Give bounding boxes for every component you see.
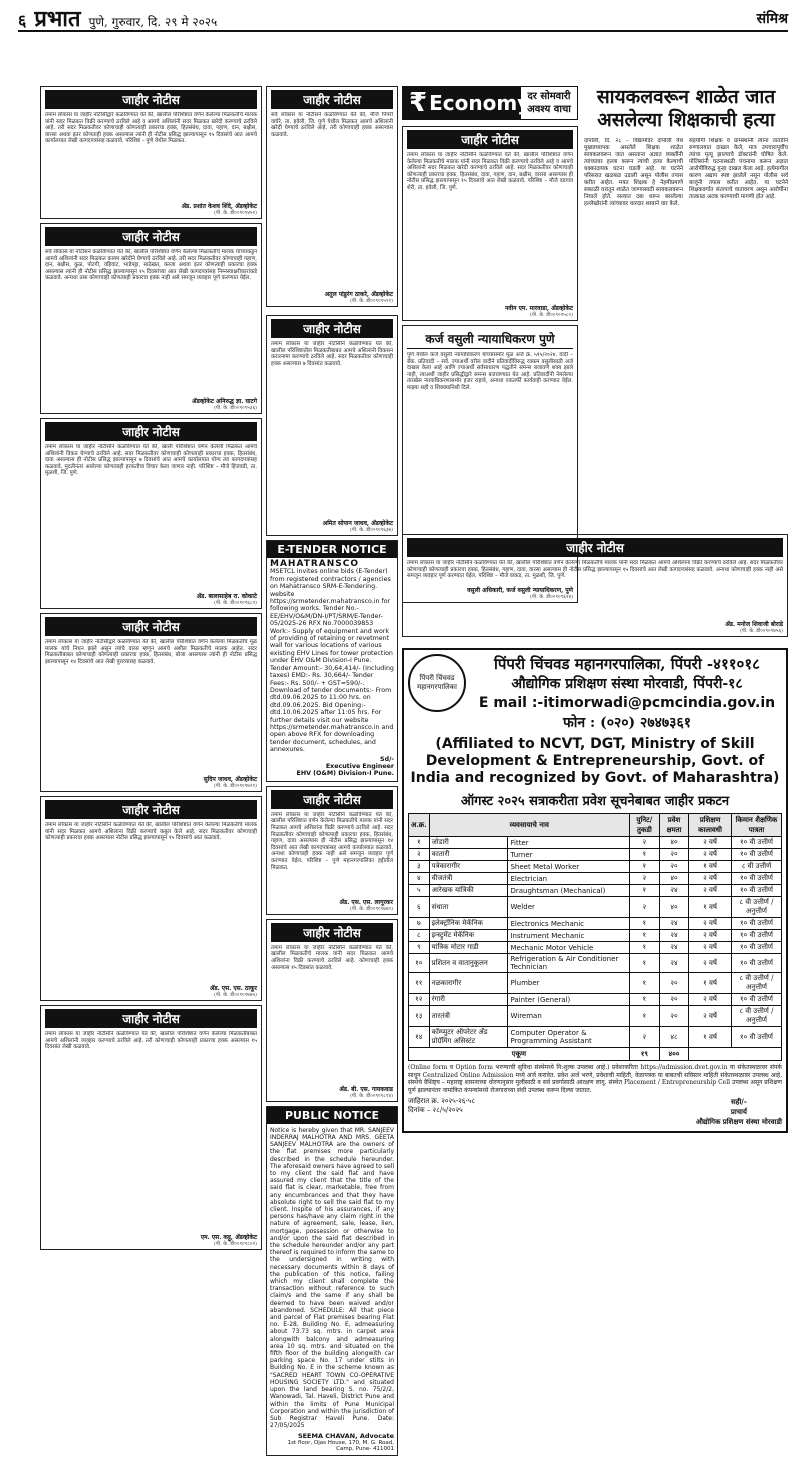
- table-cell: इलेक्ट्रॉनिक मेकॅनिक: [429, 918, 508, 930]
- table-cell: १ वर्ष: [689, 1027, 732, 1048]
- total-row: [409, 1048, 782, 1061]
- notice-ref: (पी. के. डी००९०९६२४): [529, 594, 573, 600]
- iti-subtitle: ऑगस्ट २०२५ सत्राकरीता प्रवेश सूचनेबाबत जाहीर प्रकटन: [460, 794, 730, 809]
- notice-body: तमाम लोकांस या जाहीर नोटीसीने कळविण्यात येते की, खालील परिशिष्टात वर्णन केलेल्या मिळकतीचे मालक यांनी सदर मिळकत आमचे अशिलांना विक्री करण्याचे कबूल केले आहे. सदर मिळकतीवर कोणाचाही कोणत्याही प्रकारचा हक्क असल्यास नोटीस प्रसिद्ध झाल्यापासून १५ दिवसांचे आत कळवावे.: [45, 822, 257, 842]
- table-cell: २०: [659, 861, 688, 873]
- economy-banner: [402, 86, 578, 120]
- iti-refs: [408, 1097, 475, 1127]
- column-2: [266, 86, 398, 1460]
- notice-ref: (पी. के. डी००९०९५८०): [529, 312, 573, 318]
- column-1: [40, 86, 262, 1254]
- notice-title: जाहीर नोटीस: [271, 790, 393, 809]
- notice-box: [266, 786, 398, 915]
- notice-sign: ॲड. प्रशांत केशव शिंदे, ॲडव्होकेट: [181, 203, 257, 210]
- notice-box: [266, 919, 398, 1102]
- table-row: [409, 973, 782, 994]
- table-cell: Electronics Mechanic: [508, 918, 629, 930]
- table-cell: १: [629, 849, 659, 861]
- table-cell: जोडारी: [429, 837, 508, 849]
- table-cell: ८ वी उत्तीर्ण / अनुत्तीर्ण: [731, 897, 781, 918]
- notice-box: [266, 315, 398, 536]
- notice-ref: (पी. के. डी००९०९५९१): [349, 298, 393, 304]
- table-cell: २: [629, 897, 659, 918]
- story-col-a: [584, 138, 683, 406]
- table-cell: ४०: [659, 873, 688, 885]
- table-cell: Plumber: [508, 973, 629, 994]
- tender-notice: [266, 540, 398, 782]
- economy-days-1: दर सोमवारी: [527, 91, 571, 102]
- notice-body: तमाम लोकांस या जाहीर नोटीसीने कळविण्यात येते की, खालील परिशिष्टात वर्णन केलेल्या मिळकतीबाबत आमचे अशिलांनी व्यवहार करण्याचे ठरविले आहे. तरी कोणाचाही कोणत्याही प्रकारचा हक्क असल्यास १५ दिवसांत लेखी कळवावे.: [45, 1031, 257, 1051]
- table-cell: १२: [409, 994, 430, 1006]
- table-cell: ४: [409, 873, 430, 885]
- table-cell: रंगारी: [429, 994, 508, 1006]
- table-cell: १०: [409, 954, 430, 973]
- table-cell: १० वी उत्तीर्ण: [731, 837, 781, 849]
- notice-title: जाहीर नोटीस: [271, 319, 393, 338]
- table-cell: प्रशितन व वातानुकूलन: [429, 954, 508, 973]
- notice-body: तमाम लोकांस या जाहीर नोटीसीद्वारे कळविण्यात येते की, खालील परिशिष्टात वर्णन केलेल्या मिळकतीचे मूळ मालक यांचे निधन झाले असून त्यांचे वारस म्हणून आमचे अशील मिळकतीचे मालक आहेत. सदर मिळकतीबाबत कोणाचाही कोणत्याही प्रकारचा हक्क, हितसंबंध, बोजा असल्यास त्यांनी ही नोटीस प्रसिद्ध झाल्यापासून १४ दिवसांचे आत लेखी पुराव्यासह कळवावे.: [45, 639, 257, 665]
- table-cell: ४०: [659, 897, 688, 918]
- table-cell: वीजतंत्री: [429, 873, 508, 885]
- iti-line-1: पिंपरी चिंचवड महानगरपालिका, पिंपरी -४११०१८: [494, 655, 760, 673]
- table-cell: १ वर्ष: [689, 861, 732, 873]
- notice-body: तमाम लोकांस या जाहीर नोटीसीने कळविण्यात येते की, खालील मिळकतीचे मालक यांनी सदर मिळकत आमचे अशिलांना विक्री करण्याचे ठरविले आहे. कोणाचाही हक्क असल्यास १५ दिवसांत कळवावे.: [271, 944, 393, 971]
- table-row: [409, 954, 782, 973]
- col-header: प्रवेश क्षमता: [659, 814, 688, 837]
- notice-ref: (पी. के. डी००९०९४५१): [213, 210, 257, 216]
- table-cell: ४०: [659, 837, 688, 849]
- table-cell: २ वर्षे: [689, 954, 732, 973]
- rupee-icon: ₹: [409, 88, 428, 118]
- table-cell: १: [409, 837, 430, 849]
- table-cell: ११: [409, 973, 430, 994]
- iti-ad-number: जाहिरात क्र. २०२५-२६-५८: [408, 1097, 476, 1106]
- notice-title: जाहीर नोटीस: [45, 1009, 257, 1028]
- table-header-row: [409, 814, 782, 837]
- wide-notice: [402, 534, 788, 641]
- table-cell: १० वी उत्तीर्ण: [731, 994, 781, 1006]
- table-cell: १० वी उत्तीर्ण: [731, 930, 781, 942]
- notice-sign: वसुली अधिकारी, कर्ज वसुली न्यायाधिकरण, पुणे: [467, 587, 573, 594]
- table-cell: २४: [659, 942, 688, 954]
- column-3: [402, 86, 578, 124]
- table-cell: १४: [409, 1027, 430, 1048]
- table-cell: १० वी उत्तीर्ण: [731, 942, 781, 954]
- table-row: [409, 837, 782, 849]
- tender-sign-2: Executive Engineer: [325, 762, 394, 770]
- table-cell: ८ वी उत्तीर्ण / अनुत्तीर्ण: [731, 973, 781, 994]
- public-notice-body: Notice is hereby given that MR. SANJEEV INDERRAJ MALHOTRA AND MRS. GEETA SANJEEV MALHOTRA are the owners of the flat premises more particularly described in the schedule hereunder. The aforesaid owners have agreed to sell to my client the said flat and have assured my client that the title of the said flat is clear, marketable, free from any encumbrances and that they have absolute right to sell the said flat to my client. Inspite of his assurances, if any persons has/have any claim right in the nature of agreement, sale, lease, lien, mortgage, possession or otherwise to and/or upon the said flat described in the schedule hereunder and/or any part thereof is required to inform the same to the undersigned in writing with necessary documents within 8 days of the publication of this notice, failing which my client shall complete the transaction without reference to such claim/s and the same if any shall be deemed to have been waived and/or abandoned. SCHEDULE: All that piece and parcel of Flat premises bearing Flat no. E-28, Building No. E, admeasuring about 73.73 sq. mtrs. in carpet area alongwith balcony and admeasuring area 10 sq. mtrs. and situated on the fifth floor of the building alongwith car parking space No. 17 under stilts in Building No. E in the scheme known as "SACRED HEART TOWN CO-OPERATIVE HOUSING SOCIETY LTD." and situated upon the land bearing S. no. 75/2/2, Wanowadi, Tal. Haveli, District Pune and within the limits of Pune Municipal Corporation and within the jurisdiction of Sub Registrar Haveli Pune. Date: 27/05/2025: [270, 1126, 394, 1430]
- table-cell: Instrument Mechanic: [508, 930, 629, 942]
- table-cell: पत्रेकारागीर: [429, 861, 508, 873]
- public-notice-sign: SEEMA CHAVAN, Advocate: [297, 1432, 394, 1441]
- notice-ref: (पी. के. डी००९०९७२१): [213, 783, 257, 789]
- table-cell: तारतंत्री: [429, 1006, 508, 1027]
- notice-pair: [266, 86, 398, 540]
- notice-title: जाहीर नोटीस: [407, 130, 573, 149]
- notice-body: सर्व लोकांस या नोटीसने कळविण्यात येते की, मौजे पिंपरी वाघेरे, ता. हवेली, जि. पुणे येथील मिळकत आमचे अशिलांनी खरेदी घेण्याचे ठरविले आहे. तरी कोणाचाही हक्क असल्यास कळवावे.: [271, 112, 393, 138]
- section-name: संमिश्र: [756, 10, 788, 27]
- notice-body: तमाम लोकांस या जाहीर नोटीसीने कळविण्यात येते की, खाली परिशिष्टात वर्णन केलेली मिळकत आमचे अशिलांनी विकत घेण्याचे ठरविले आहे. सदर मिळकतीवर कोणाचाही कोणत्याही प्रकारचा हक्क, हितसंबंध, दावा असल्यास ही नोटीस प्रसिद्ध झाल्यापासून ७ दिवसांचे आत आमचे कार्यालयात योग्य त्या कागदपत्रांसह कळवावे. मुदतीनंतर आलेल्या कोणत्याही हरकतीचा विचार केला जाणार नाही. परिशिष्ट – मौजे हिंजवडी, ता. मुळशी, जि. पुणे.: [45, 444, 257, 477]
- table-cell: १: [629, 942, 659, 954]
- notice-box: [40, 86, 262, 219]
- tender-sign-3: EHV (O&M) Division-I Pune.: [296, 770, 394, 778]
- table-cell: २ वर्षे: [689, 942, 732, 954]
- table-cell: कॉम्प्युटर ऑपरेटर अँड प्रोग्रॅमिंग असिस्टंट: [429, 1027, 508, 1048]
- tender-sign-1: Sd/-: [380, 755, 394, 763]
- table-cell: इन्स्ट्रुमेंट मेकॅनिक: [429, 930, 508, 942]
- table-cell: १० वी उत्तीर्ण: [731, 885, 781, 897]
- iti-sign-1: सही/-: [731, 1097, 747, 1107]
- table-cell: ८ वी उत्तीर्ण: [731, 861, 781, 873]
- notice-title: जाहीर नोटीस: [45, 90, 257, 109]
- notice-ref: (पी. के. डी००९०९६३७): [349, 527, 393, 533]
- table-cell: १: [629, 994, 659, 1006]
- notice-sign: ॲड. एस. एस. ठाकूर: [209, 985, 257, 992]
- table-cell: १: [629, 861, 659, 873]
- table-cell: ९: [409, 942, 430, 954]
- notice-body: तमाम लोकांस या जाहीर नोटीसीद्वारे कळविण्यात येते की, खालील परिशिष्टात वर्णन केलेल्या मिळकतीचे मालक यांनी सदर मिळकत विक्री करण्याचे ठरविले आहे व आमचे अशिलांनी सदर मिळकत खरेदी करण्याचे ठरविले आहे. तरी सदर मिळकतीवर कोणाचाही कोणत्याही प्रकारचा हक्क, हितसंबंध, दावा, गहाण, दान, बक्षीस, वारसा अथवा इतर कोणताही हक्क असल्यास त्यांनी ही नोटीस प्रसिद्ध झाल्यापासून १५ दिवसांचे आत आमचे कार्यालयात लेखी कागदपत्रांसह कळवावे. परिशिष्ट – पुणे येथील मिळकत.: [45, 112, 257, 145]
- table-cell: २४: [659, 954, 688, 973]
- table-cell: Fitter: [508, 837, 629, 849]
- table-row: [409, 1027, 782, 1048]
- notice-sign: ॲड. एस. एस. लागूरकर: [339, 898, 393, 906]
- total-capacity: ४००: [659, 1048, 688, 1061]
- table-cell: २४: [659, 918, 688, 930]
- col-header: युनिट/तुकडी: [629, 814, 659, 837]
- story-text-b: सहयोगी शिक्षक व ग्रामस्थांनी त्यांना तातडीने रुग्णालयात दाखल केले, मात्र उपचारापूर्वीच त्यांचा मृत्यू झाल्याचे डॉक्टरांनी घोषित केले. पोलिसांनी घटनास्थळी पंचनामा करून अज्ञात आरोपींविरुद्ध गुन्हा दाखल केला आहे. हत्येमागील कारण अद्याप स्पष्ट झालेले नसून पोलीस सर्व बाजूंनी तपास करीत आहेत. या घटनेने शिक्षकवर्गात संतापाचे वातावरण असून आरोपींना तात्काळ अटक करण्याची मागणी होत आहे.: [689, 138, 788, 200]
- table-cell: यांत्रिक मोटार गाडी: [429, 942, 508, 954]
- economy-days: [521, 87, 577, 119]
- table-cell: २०: [659, 973, 688, 994]
- notice-sign: ॲड. बालासाहेब रा. कोकाटे: [196, 593, 257, 600]
- notice-body: पुणे येथील कर्ज वसुली न्यायाधिकरण यांच्यासमोर मूळ अर्ज क्र. ५१५/२०२४. वादी – बँक. प्रतिवादी – सर्व. ज्याअर्थी वरील वादीने प्रतिवादींविरुद्ध रक्कम वसुलीसाठी अर्ज दाखल केला आहे आणि ज्याअर्थी सर्वसाधारण पद्धतीने समन्स बजावणे शक्य झाले नाही, त्याअर्थी जाहीर प्रसिद्धीद्वारे समन्स बजावण्यात येत आहे. प्रतिवादींनी नेमलेल्या तारखेस न्यायाधिकरणासमोर हजर राहावे, अन्यथा एकतर्फी कार्यवाही करण्यात येईल. माझ्या सही व शिक्क्यानिशी दिले.: [407, 352, 573, 391]
- mahatransco-logo: MAHATRANSCO: [270, 559, 360, 569]
- economy-text: Economy: [429, 91, 531, 115]
- iti-line-2: औद्योगिक प्रशिक्षण संस्था मोरवाडी, पिंपरी-१८: [511, 676, 743, 692]
- tender-signature: [270, 756, 394, 778]
- notice-ref: (पी. के. डी००९०९७५६): [739, 628, 783, 634]
- table-cell: १: [629, 954, 659, 973]
- notice-box: [40, 796, 262, 1001]
- table-row: [409, 994, 782, 1006]
- iti-phone: फोन : (०२०) २७४७३६१: [562, 715, 692, 731]
- tender-body-block: [267, 558, 397, 781]
- table-cell: २ वर्षे: [689, 837, 732, 849]
- notice-ref: (पी. के. डी००९०९७४०): [349, 905, 393, 912]
- notice-body: तमाम लोकांस या जाहीर नोटीसीने कळविण्यात येते की, खालील परिशिष्टातील मिळकतीबाबत आमचे अशिलांनी विकसन करारनामा करण्याचे ठरविले आहे. सदर मिळकतीवर कोणाचाही हक्क असल्यास ७ दिवसांत कळवावे.: [271, 341, 393, 367]
- tender-text: MSETCL invites online bids (E-Tender) from registered contractors / agencies on Mahatransco SRM-E-Tendering. website https://srmetender.mahatransco.in for following works. Tender No.- EE/EHV/O&M/DN-I/PT/SRM/E-Tender-05/2025-26 RFX No.7000039853 Work:- Supply of equipment and work of providing of retaining or revetment wall for various locations of various existing EHV Lines for tower protection under EHV O&M Division-I Pune. Tender Amount:- 30,64,414/- (Including taxes) EMD:- Rs. 30,664/- Tender Fees:- Rs. 500/- + GST=590/-. Download of tender documents:- From dtd.09.06.2025 to 11:00 hrs. on dtd.09.06.2025. Bid Opening:- dtd.10.06.2025 after 11:05 hrs. For further details visit our website https://srmetender.mahatransco.in and open above RFX for downloading tender document, schedules, and annexures.: [270, 568, 394, 754]
- notice-title: जाहीर नोटीस: [271, 923, 393, 942]
- table-cell: Draughtsman (Mechanical): [508, 885, 629, 897]
- notice-sign: ॲडव्होकेट अनिरुद्ध ज्ञा. घाटगे: [191, 398, 257, 405]
- table-cell: १: [629, 885, 659, 897]
- story-text-a: दापोली, दि. २८ – विद्यामंदिर दापोली येथे मुख्याध्यापक असलेले शिक्षक शाळेत सायकलवरून जात असताना अज्ञात व्यक्तींनी त्यांच्यावर हल्ला करून त्यांची हत्या केल्याची धक्कादायक घटना घडली आहे. या घटनेने परिसरात खळबळ उडाली असून पोलीस तपास करीत आहेत. मयत शिक्षक हे नेहमीप्रमाणे सकाळी घरातून शाळेत जाण्यासाठी सायकलवरून निघाले होते. रस्त्यात दबा धरून बसलेल्या हल्लेखोरांनी त्यांच्यावर धारदार शस्त्राने वार केले.: [584, 138, 683, 207]
- table-cell: ३: [409, 861, 430, 873]
- table-cell: आरेखक यांत्रिकी: [429, 885, 508, 897]
- table-row: [409, 942, 782, 954]
- page-number: ६: [18, 11, 27, 30]
- table-cell: Painter (General): [508, 994, 629, 1006]
- notice-title: जाहीर नोटीस: [45, 422, 257, 441]
- table-cell: १ वर्ष: [689, 973, 732, 994]
- pcmc-seal-icon: पिंपरी चिंचवड महानगरपालिका: [408, 654, 466, 712]
- table-cell: ५: [409, 885, 430, 897]
- story-headline-1: सायकलवरून शाळेत जात: [596, 86, 776, 108]
- trade-table: [408, 813, 782, 1061]
- notice-title: कर्ज वसुली न्यायाधिकरण पुणे: [407, 329, 573, 349]
- table-cell: २०: [659, 1006, 688, 1027]
- col-header: अ.क्र.: [409, 814, 430, 837]
- notice-title: जाहीर नोटीस: [271, 90, 393, 109]
- public-notice-title: PUBLIC NOTICE: [267, 1107, 397, 1124]
- tender-title: E-TENDER NOTICE: [267, 541, 397, 558]
- table-cell: २४: [659, 930, 688, 942]
- notice-ref: (पी. के. डी००९०९८१४): [349, 1092, 393, 1099]
- table-cell: ८ वी उत्तीर्ण / अनुत्तीर्ण: [731, 1006, 781, 1027]
- col-header: प्रशिक्षण कालावधी: [689, 814, 732, 837]
- notice-body: तमाम लोकांस या जाहीर नोटीसीने कळविण्यात येते की, खालील परिशिष्टात वर्णन केलेल्या मिळकतीचे मालक यांनी सदर मिळकत आमचे अशिलांना विक्री करण्याचे ठरविले आहे. सदर मिळकतीवर कोणाचाही कोणत्याही प्रकारचा हक्क, हितसंबंध, गहाण, दावा, वारसा असल्यास ही नोटीस प्रसिद्ध झाल्यापासून १५ दिवसांचे आत लेखी कागदपत्रांसह कळवावे. अन्यथा कोणाचाही हक्क नाही असे समजून व्यवहार पूर्ण करण्यात येईल. परिशिष्ट – मौजे वाकड, ता. मुळशी, जि. पुणे.: [407, 560, 783, 580]
- table-cell: Welder: [508, 897, 629, 918]
- table-cell: कातारी: [429, 849, 508, 861]
- notice-box: [40, 223, 262, 414]
- page-header: [18, 6, 788, 32]
- table-cell: १० वी उत्तीर्ण: [731, 1027, 781, 1048]
- notice-sign: अमित सोपान जाधव, ॲडव्होकेट: [322, 520, 393, 527]
- table-cell: २०: [659, 849, 688, 861]
- table-cell: ७: [409, 918, 430, 930]
- notice-ref: (पी. के. डी००९०९७७५): [213, 992, 257, 998]
- table-cell: २ वर्षे: [689, 849, 732, 861]
- notice-box: [40, 613, 262, 792]
- notice-title: जाहीर नोटीस: [45, 617, 257, 636]
- iti-footer-text: (Online form व Option form भरण्याची सुविधा संस्थेमध्ये नि:शुल्क उपलब्ध आहे.) प्रवेशाकरिता https://admission.dvet.gov.in या संकेतस्थळावर संपर्क साधून Centralized Online Admission मध्ये अर्ज करावेत. प्रवेश अर्ज भरणे, प्रवेशाची माहिती, वेळापत्रक या बाबतची सविस्तर माहिती संकेतस्थळावर उपलब्ध आहे. संस्थेचे वैशिष्ट्य – महाराष्ट्र शासनाच्या धोरणानुसार मुलींसाठी व सर्व प्रवर्गासाठी आरक्षण लागू. संस्थेत Placement / Entrepreneurship Cell उपलब्ध असून प्रशिक्षण पूर्ण झाल्यानंतर नामांकित कंपन्यांमध्ये रोजगाराच्या संधी उपलब्ध करून दिल्या जातात.: [408, 1064, 782, 1094]
- notice-sign: ॲड. मनोज शिवाजी बोराडे: [725, 621, 783, 628]
- table-row: [409, 861, 782, 873]
- notice-ref: (पी. के. डी००९०९८०२): [213, 1241, 257, 1247]
- table-cell: २ वर्षे: [689, 930, 732, 942]
- table-cell: Mechanic Motor Vehicle: [508, 942, 629, 954]
- iti-sign-3: औद्योगिक प्रशिक्षण संस्था मोरवाडी: [695, 1117, 782, 1127]
- notice-ref: (पी. के. डी००९०९६८२): [213, 600, 257, 606]
- table-cell: १: [629, 973, 659, 994]
- table-cell: ४८: [659, 1027, 688, 1048]
- notice-body: तमाम लोकांस या जाहीर नोटीसीने कळविण्यात येते की, खालील परिशिष्टात वर्णन केलेल्या मिळकतीचे मालक यांनी सदर मिळकत विक्री करण्याचे ठरविले आहे व आमचे अशिलांनी सदर मिळकत खरेदी करण्याचे ठरविले आहे. सदर मिळकतीवर कोणाचाही कोणत्याही प्रकारचा हक्क, हितसंबंध, दावा, गहाण, दान, बक्षीस, वारसा असल्यास ही नोटीस प्रसिद्ध झाल्यापासून १५ दिवसांचे आत लेखी कळवावे. परिशिष्ट – मौजे वडगाव शेरी, ता. हवेली, जि. पुणे.: [407, 152, 573, 191]
- iti-email: E mail :-itimorwadi@pcmcindia.gov.in: [478, 695, 776, 711]
- table-cell: Electrician: [508, 873, 629, 885]
- iti-admission-notice: [402, 648, 788, 1133]
- table-cell: १: [629, 918, 659, 930]
- story-body: [584, 134, 788, 406]
- table-cell: ८: [409, 930, 430, 942]
- trade-rows: [409, 837, 782, 1048]
- economy-days-2: अवश्य वाचा: [527, 104, 571, 115]
- table-cell: ६: [409, 897, 430, 918]
- edition-date: पुणे, गुरुवार, दि. २९ मे २०२५: [88, 15, 218, 29]
- total-units: १९: [629, 1048, 659, 1061]
- table-cell: २४: [659, 885, 688, 897]
- table-cell: २: [629, 1027, 659, 1048]
- notice-title: जाहीर नोटीस: [407, 538, 783, 557]
- table-row: [409, 918, 782, 930]
- table-cell: Computer Operator & Programming Assistant: [508, 1027, 629, 1048]
- notice-sign: अतुल पांडुरंग ठाकरे, ॲडव्होकेट: [324, 291, 393, 298]
- table-cell: २ वर्षे: [689, 994, 732, 1006]
- notice-box: [402, 126, 578, 321]
- notice-box: [40, 418, 262, 609]
- table-cell: १० वी उत्तीर्ण: [731, 873, 781, 885]
- table-cell: १० वी उत्तीर्ण: [731, 954, 781, 973]
- iti-affiliation: (Affiliated to NCVT, DGT, Ministry of Skill Development & Entrepreneurship, Govt. of India and recognized by Govt. of Maharashtra): [410, 736, 780, 786]
- masthead: [18, 3, 217, 33]
- iti-sign-2: प्राचार्य: [730, 1107, 747, 1117]
- notice-title: जाहीर नोटीस: [45, 227, 257, 246]
- table-row: [409, 897, 782, 918]
- brand-logo: प्रभात: [34, 6, 81, 32]
- table-cell: १३: [409, 1006, 430, 1027]
- public-notice-address: 1st floor, Ojas House, 170, M. G. Road, Camp, Pune- 411001: [287, 1440, 394, 1453]
- notice-body: सर्व लोकांस या नोटीसने कळविण्यात येते की, खालील परिशिष्टात वर्णन केलेल्या मिळकतीचे मालक यांच्याकडून आमचे अशिलांनी सदर मिळकत कायम खरेदीने घेण्याचे ठरविले आहे. तरी सदर मिळकतीवर कोणाचाही गहाण, दान, बक्षीस, कुळ, पोटगी, वहिवाट, भाडेपट्टा, साठेखत, कब्जा अथवा इतर कोणत्याही प्रकारचा हक्क असल्यास त्यांनी ही नोटीस प्रसिद्ध झाल्यापासून १५ दिवसांच्या आत लेखी कागदपत्रांसह निम्नस्वाक्षरीकारांकडे कळवावे. अन्यथा तसा कोणाचाही कोणत्याही प्रकारचा हक्क नाही असे समजून व्यवहार पूर्ण करण्यात येईल.: [45, 249, 257, 282]
- table-cell: Turner: [508, 849, 629, 861]
- notice-sign: नवीन एम. मारवाडा, ॲडव्होकेट: [504, 305, 573, 312]
- table-cell: १: [629, 930, 659, 942]
- notice-sign: ॲड. बी. एस. गायकवाड: [339, 1085, 393, 1093]
- table-cell: संधाता: [429, 897, 508, 918]
- table-cell: नळकारागीर: [429, 973, 508, 994]
- news-story: [584, 86, 788, 132]
- table-cell: Refrigeration & Air Conditioner Technician: [508, 954, 629, 973]
- notice-title: जाहीर नोटीस: [45, 800, 257, 819]
- table-cell: २०: [659, 994, 688, 1006]
- table-row: [409, 930, 782, 942]
- col-header: व्यवसायाचे नाव: [429, 814, 629, 837]
- table-cell: २ वर्षे: [689, 885, 732, 897]
- notice-box: [266, 86, 398, 307]
- table-cell: २ वर्षे: [689, 1006, 732, 1027]
- total-label: एकूण: [409, 1048, 630, 1061]
- story-headline-2: असलेल्या शिक्षकाची हत्या: [597, 109, 775, 131]
- table-cell: २: [409, 849, 430, 861]
- table-row: [409, 885, 782, 897]
- iti-ad-date: दिनांक – २८/५/२०२५: [408, 1106, 463, 1115]
- story-col-b: [689, 138, 788, 406]
- table-cell: २: [629, 837, 659, 849]
- table-cell: १: [629, 1006, 659, 1027]
- story-headline: [584, 86, 788, 132]
- table-row: [409, 873, 782, 885]
- iti-signature: [696, 1097, 782, 1127]
- table-cell: Wireman: [508, 1006, 629, 1027]
- notice-body: तमाम लोकांस या जाहीर नोटीसीने कळविण्यात येते की, खालील परिशिष्टात वर्णन केलेल्या मिळकतीचे मालक यांनी सदर मिळकत आमचे अशिलांना विक्री करण्याचे ठरविले आहे. सदर मिळकतीवर कोणाचाही कोणत्याही प्रकारचा हक्क, हितसंबंध, गहाण, दावा असल्यास ही नोटीस प्रसिद्ध झाल्यापासून १४ दिवसांचे आत लेखी कागदपत्रांसह आमचे कार्यालयात कळवावे. अन्यथा कोणाचाही हक्क नाही असे समजून व्यवहार पूर्ण करण्यात येईल. परिशिष्ट – पुणे महानगरपालिका हद्दीतील मिळकत.: [271, 811, 393, 871]
- table-cell: Sheet Metal Worker: [508, 861, 629, 873]
- public-notice: [266, 1106, 398, 1457]
- table-cell: १० वी उत्तीर्ण: [731, 918, 781, 930]
- economy-label: [403, 87, 531, 119]
- table-cell: १० वी उत्तीर्ण: [731, 849, 781, 861]
- table-row: [409, 1006, 782, 1027]
- notice-ref: (पी. के. डी००९०९५३६): [213, 405, 257, 411]
- notice-sign: सुदिप जाधव, ॲडव्होकेट: [203, 776, 257, 783]
- table-cell: २: [629, 873, 659, 885]
- col-header: किमान शैक्षणिक पात्रता: [731, 814, 781, 837]
- table-row: [409, 849, 782, 861]
- notice-box: [40, 1005, 262, 1250]
- table-cell: २ वर्षे: [689, 918, 732, 930]
- table-cell: १ वर्ष: [689, 897, 732, 918]
- table-cell: २ वर्षे: [689, 873, 732, 885]
- notice-sign: एम. एस. कट्टु, ॲडव्होकेट: [200, 1234, 257, 1241]
